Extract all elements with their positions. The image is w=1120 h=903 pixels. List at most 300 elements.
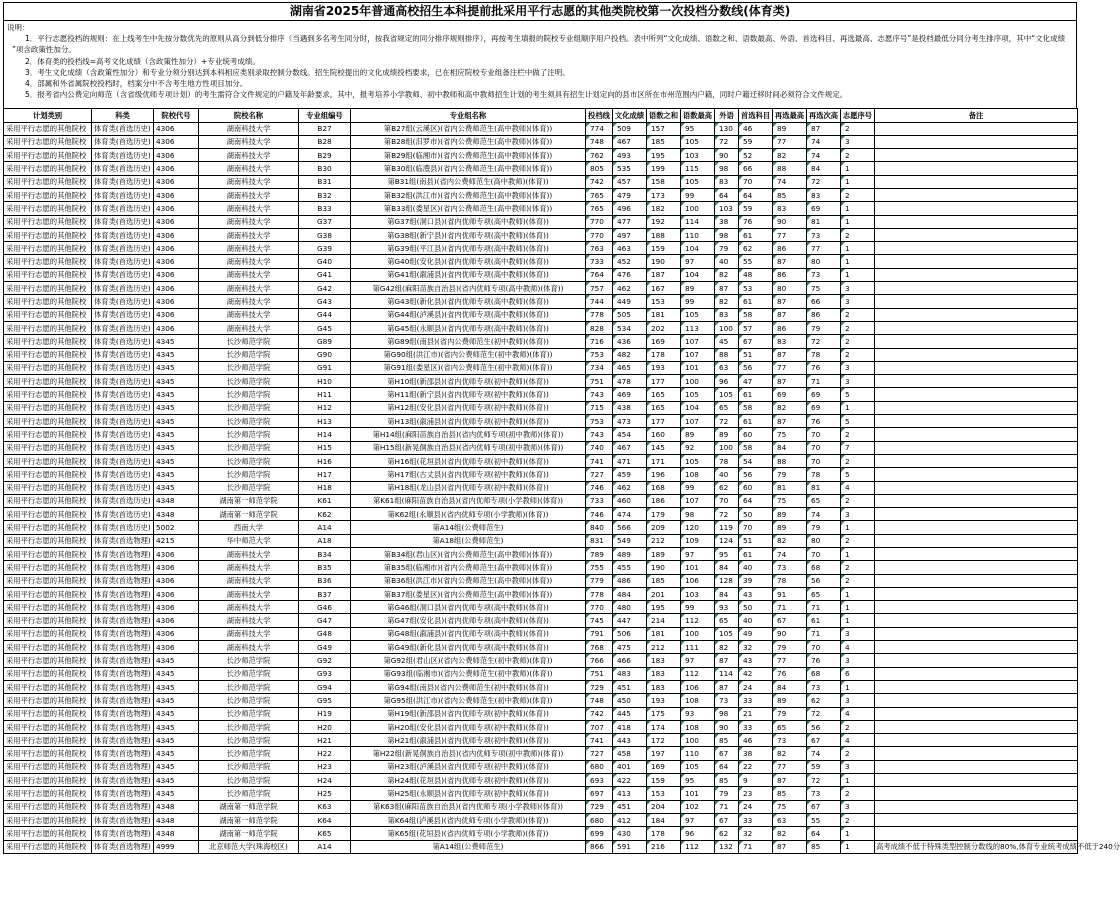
table-row — [4, 454, 1078, 467]
table-cell: 460 — [613, 494, 647, 507]
table-cell: 61 — [739, 548, 773, 561]
table-cell: 79 — [773, 707, 807, 720]
column-header: 计划类别 — [4, 109, 92, 123]
table-cell: 778 — [586, 308, 613, 321]
table-cell: 3 — [841, 295, 875, 308]
table-cell: 77 — [807, 242, 841, 255]
table-cell: 840 — [586, 521, 613, 534]
table-cell: H10 — [299, 375, 351, 388]
table-cell: 3 — [841, 508, 875, 521]
table-cell: 109 — [681, 534, 715, 547]
table-cell — [875, 228, 1078, 241]
table-cell: 湖南科技大学 — [199, 202, 299, 215]
table-cell: 81 — [773, 481, 807, 494]
table-cell: 第K63组(麻阳苗族自治县)(省内优师专项(小学教师)(体育)) — [351, 800, 586, 813]
table-cell: 185 — [647, 135, 681, 148]
table-cell: 187 — [647, 268, 681, 281]
table-cell: 体育类(首选物理) — [92, 548, 154, 561]
table-cell: 454 — [613, 428, 647, 441]
table-cell: 2 — [841, 720, 875, 733]
table-cell: 177 — [647, 375, 681, 388]
table-cell: 71 — [739, 840, 773, 853]
table-cell: 56 — [807, 720, 841, 733]
table-cell: 第B31组(南县)(省内公费师范生(高中教师)(体育)) — [351, 175, 586, 188]
table-cell: 湖南科技大学 — [199, 561, 299, 574]
table-row — [4, 428, 1078, 441]
table-cell: 64 — [715, 188, 739, 201]
table-cell: G44 — [299, 308, 351, 321]
table-cell: 第H12组(安化县)(省内优师专项(初中教师)(体育)) — [351, 401, 586, 414]
table-cell: 733 — [586, 494, 613, 507]
table-cell: B28 — [299, 135, 351, 148]
table-cell: 105 — [681, 454, 715, 467]
table-cell: 4345 — [154, 481, 199, 494]
table-cell: 体育类(首选物理) — [92, 694, 154, 707]
table-cell: 75 — [773, 494, 807, 507]
column-header: 语数之和 — [647, 109, 681, 123]
table-cell: 734 — [586, 361, 613, 374]
table-cell — [875, 202, 1078, 215]
table-row — [4, 707, 1078, 720]
table-cell — [875, 508, 1078, 521]
table-cell: 第B36组(洪江市)(省内公费师范生(高中教师)(体育)) — [351, 574, 586, 587]
table-cell: 采用平行志愿的其他院校 — [4, 601, 92, 614]
table-cell: 1 — [841, 827, 875, 840]
table-cell: 174 — [647, 720, 681, 733]
table-cell: 2 — [841, 348, 875, 361]
table-cell: 第G92组(君山区)(省内公费师范生(初中教师)(体育)) — [351, 654, 586, 667]
table-cell: 79 — [715, 787, 739, 800]
table-cell: 采用平行志愿的其他院校 — [4, 720, 92, 733]
table-row — [4, 415, 1078, 428]
table-cell: 79 — [715, 242, 739, 255]
table-cell: G40 — [299, 255, 351, 268]
table-cell: 采用平行志愿的其他院校 — [4, 308, 92, 321]
table-cell: 175 — [647, 707, 681, 720]
table-cell: 采用平行志愿的其他院校 — [4, 574, 92, 587]
table-cell: 40 — [739, 561, 773, 574]
table-cell: 采用平行志愿的其他院校 — [4, 627, 92, 640]
table-cell: 179 — [647, 508, 681, 521]
table-cell — [875, 587, 1078, 600]
table-cell: 42 — [739, 667, 773, 680]
table-cell: 3 — [841, 282, 875, 295]
table-cell: 828 — [586, 321, 613, 334]
table-cell: 74 — [807, 135, 841, 148]
table-cell: 70 — [715, 494, 739, 507]
table-cell: 4348 — [154, 494, 199, 507]
table-cell: 采用平行志愿的其他院校 — [4, 215, 92, 228]
table-cell: 81 — [807, 215, 841, 228]
table-cell: 112 — [681, 614, 715, 627]
table-cell: 88 — [773, 162, 807, 175]
table-cell: 采用平行志愿的其他院校 — [4, 561, 92, 574]
table-cell: 451 — [613, 800, 647, 813]
table-row — [4, 135, 1078, 148]
document-title: 湖南省2025年普通高校招生本科提前批采用平行志愿的其他类院校第一次投档分数线(体育类) — [3, 2, 1077, 20]
table-cell — [875, 188, 1078, 201]
table-cell: 采用平行志愿的其他院校 — [4, 481, 92, 494]
table-cell: 24 — [739, 800, 773, 813]
table-cell: 长沙师范学院 — [199, 428, 299, 441]
table-cell: 2 — [841, 494, 875, 507]
table-cell — [875, 734, 1078, 747]
table-cell: 462 — [613, 481, 647, 494]
table-cell: 采用平行志愿的其他院校 — [4, 388, 92, 401]
table-cell: 67 — [715, 813, 739, 826]
table-cell — [875, 827, 1078, 840]
table-cell: 733 — [586, 255, 613, 268]
table-cell — [875, 162, 1078, 175]
table-cell: 104 — [681, 268, 715, 281]
table-cell: 97 — [681, 255, 715, 268]
table-cell: 90 — [773, 627, 807, 640]
table-row — [4, 242, 1078, 255]
table-cell: 97 — [681, 654, 715, 667]
table-cell: G42 — [299, 282, 351, 295]
table-row — [4, 149, 1078, 162]
table-cell: 169 — [647, 760, 681, 773]
table-cell: 体育类(首选历史) — [92, 508, 154, 521]
table-cell: 101 — [681, 787, 715, 800]
table-cell — [875, 175, 1078, 188]
table-cell: 2 — [841, 454, 875, 467]
table-cell: G92 — [299, 654, 351, 667]
table-cell: 105 — [681, 175, 715, 188]
table-cell: 体育类(首选物理) — [92, 680, 154, 693]
table-cell: 450 — [613, 694, 647, 707]
table-cell: 64 — [715, 760, 739, 773]
table-cell: 78 — [807, 348, 841, 361]
table-cell: 458 — [613, 747, 647, 760]
table-row — [4, 627, 1078, 640]
table-row — [4, 574, 1078, 587]
table-cell: 770 — [586, 215, 613, 228]
table-cell: 87 — [715, 654, 739, 667]
table-cell: 体育类(首选历史) — [92, 308, 154, 321]
table-cell: 采用平行志愿的其他院校 — [4, 282, 92, 295]
table-cell: 101 — [681, 561, 715, 574]
table-cell: 1 — [841, 774, 875, 787]
table-cell: 71 — [773, 601, 807, 614]
table-cell: 212 — [647, 641, 681, 654]
table-cell: 748 — [586, 135, 613, 148]
table-cell: 采用平行志愿的其他院校 — [4, 401, 92, 414]
table-cell: 4306 — [154, 228, 199, 241]
table-cell: H14 — [299, 428, 351, 441]
table-cell: 124 — [715, 534, 739, 547]
table-cell: 38 — [715, 215, 739, 228]
table-cell: 3 — [841, 800, 875, 813]
table-cell: 447 — [613, 614, 647, 627]
table-cell: 74 — [807, 747, 841, 760]
table-cell: H25 — [299, 787, 351, 800]
table-cell: 体育类(首选历史) — [92, 282, 154, 295]
table-cell: B31 — [299, 175, 351, 188]
table-cell: 4345 — [154, 694, 199, 707]
table-cell: 3 — [841, 375, 875, 388]
table-cell: 24 — [739, 680, 773, 693]
table-cell — [875, 494, 1078, 507]
table-cell: 90 — [773, 215, 807, 228]
table-cell: 湖南科技大学 — [199, 175, 299, 188]
table-cell: 长沙师范学院 — [199, 760, 299, 773]
table-cell: 采用平行志愿的其他院校 — [4, 295, 92, 308]
table-cell: 长沙师范学院 — [199, 774, 299, 787]
table-cell: B32 — [299, 188, 351, 201]
table-cell: 102 — [681, 800, 715, 813]
table-cell: 1 — [841, 614, 875, 627]
table-cell: 71 — [807, 627, 841, 640]
table-cell: 693 — [586, 774, 613, 787]
table-cell: 4306 — [154, 149, 199, 162]
table-cell: 1 — [841, 521, 875, 534]
table-cell: 体育类(首选历史) — [92, 215, 154, 228]
table-cell: 67 — [773, 614, 807, 627]
table-cell — [875, 654, 1078, 667]
table-cell: 96 — [681, 827, 715, 840]
table-cell: 86 — [773, 268, 807, 281]
table-cell: 2 — [841, 122, 875, 135]
table-row — [4, 228, 1078, 241]
table-cell: 采用平行志愿的其他院校 — [4, 468, 92, 481]
table-cell: 体育类(首选物理) — [92, 840, 154, 853]
table-cell: 2 — [841, 787, 875, 800]
table-cell: 4345 — [154, 348, 199, 361]
table-cell — [875, 641, 1078, 654]
table-cell: 172 — [647, 734, 681, 747]
table-cell: H18 — [299, 481, 351, 494]
table-cell: 1 — [841, 587, 875, 600]
table-cell: 西南大学 — [199, 521, 299, 534]
table-cell: 长沙师范学院 — [199, 747, 299, 760]
table-cell: 186 — [647, 494, 681, 507]
table-cell: 73 — [807, 787, 841, 800]
table-cell: 第B35组(临湘市)(省内公费师范生(高中教师)(体育)) — [351, 561, 586, 574]
column-header: 再选次高 — [807, 109, 841, 123]
table-cell: 2 — [841, 574, 875, 587]
table-cell: 70 — [807, 641, 841, 654]
table-row — [4, 295, 1078, 308]
table-cell: 第H20组(安化县)(省内优师专项(初中教师)(体育)) — [351, 720, 586, 733]
table-cell: 61 — [739, 228, 773, 241]
table-cell: 40 — [715, 468, 739, 481]
table-cell: 699 — [586, 827, 613, 840]
table-cell — [875, 135, 1078, 148]
table-cell — [875, 561, 1078, 574]
table-cell: 4345 — [154, 680, 199, 693]
table-cell: 72 — [807, 335, 841, 348]
table-cell: 4306 — [154, 548, 199, 561]
table-cell: 体育类(首选物理) — [92, 601, 154, 614]
table-cell — [875, 747, 1078, 760]
table-cell: 采用平行志愿的其他院校 — [4, 162, 92, 175]
table-cell: 体育类(首选历史) — [92, 361, 154, 374]
table-cell: 体育类(首选历史) — [92, 255, 154, 268]
table-cell: 4306 — [154, 268, 199, 281]
table-cell: 91 — [773, 587, 807, 600]
table-cell: 112 — [681, 667, 715, 680]
column-header: 投档线 — [586, 109, 613, 123]
table-cell: 湖南科技大学 — [199, 162, 299, 175]
table-cell: H13 — [299, 415, 351, 428]
table-cell: 465 — [613, 361, 647, 374]
table-cell: 4345 — [154, 401, 199, 414]
table-cell: 第A18组(公费师范生) — [351, 534, 586, 547]
table-row — [4, 268, 1078, 281]
table-cell: 778 — [586, 587, 613, 600]
table-cell — [875, 308, 1078, 321]
table-cell: 采用平行志愿的其他院校 — [4, 774, 92, 787]
table-cell: 110 — [681, 228, 715, 241]
table-cell: 75 — [807, 282, 841, 295]
table-cell: 62 — [715, 481, 739, 494]
table-cell — [875, 720, 1078, 733]
table-cell: 4306 — [154, 242, 199, 255]
table-cell: 61 — [739, 415, 773, 428]
table-cell: 145 — [647, 441, 681, 454]
table-cell: 4215 — [154, 534, 199, 547]
table-cell: B34 — [299, 548, 351, 561]
table-cell: 4306 — [154, 162, 199, 175]
table-cell: 高考成绩不低于特殊类型控制分数线的80%,体育专业统考成绩不低于240分 — [875, 840, 1078, 853]
table-cell: 791 — [586, 627, 613, 640]
table-cell: 4306 — [154, 574, 199, 587]
table-cell — [875, 428, 1078, 441]
table-cell: 23 — [739, 787, 773, 800]
note-line: 5．报考省内公费定向师范（含省级优师专项计划）的考生需符合文件规定的户籍及年龄要求。其中，报考培养小学教师、初中教师和高中教师招生计划的考生须具有招生计划定向的县市区所在市州范围内户籍，同时户籍迁移时间必须符合文件规定。 — [25, 90, 848, 100]
table-cell: 3 — [841, 627, 875, 640]
table-cell: 1 — [841, 202, 875, 215]
table-cell: H22 — [299, 747, 351, 760]
table-cell: B36 — [299, 574, 351, 587]
table-cell: 76 — [739, 215, 773, 228]
table-cell: 湖南科技大学 — [199, 282, 299, 295]
table-cell: 体育类(首选历史) — [92, 149, 154, 162]
table-cell: 采用平行志愿的其他院校 — [4, 667, 92, 680]
table-cell: 729 — [586, 800, 613, 813]
table-cell: 482 — [613, 348, 647, 361]
table-cell: 743 — [586, 428, 613, 441]
table-cell: 173 — [647, 188, 681, 201]
table-cell: 75 — [773, 800, 807, 813]
table-cell: 185 — [647, 574, 681, 587]
table-cell — [875, 601, 1078, 614]
table-cell: 采用平行志愿的其他院校 — [4, 255, 92, 268]
table-cell: 湖南科技大学 — [199, 149, 299, 162]
table-cell: 60 — [739, 428, 773, 441]
table-cell: K64 — [299, 813, 351, 826]
column-header: 语数最高 — [681, 109, 715, 123]
table-cell: 第B32组(洪江市)(省内公费师范生(高中教师)(体育)) — [351, 188, 586, 201]
table-cell: 107 — [681, 415, 715, 428]
table-cell: 4348 — [154, 508, 199, 521]
table-cell: 4306 — [154, 321, 199, 334]
table-cell — [875, 574, 1078, 587]
table-cell: 67 — [807, 734, 841, 747]
table-cell: 748 — [586, 694, 613, 707]
table-row — [4, 787, 1078, 800]
table-cell: 第G90组(洪江市)(省内公费师范生(初中教师)(体育)) — [351, 348, 586, 361]
table-cell: 493 — [613, 149, 647, 162]
table-cell: B27 — [299, 122, 351, 135]
table-cell: 体育类(首选物理) — [92, 641, 154, 654]
table-cell: 1 — [841, 401, 875, 414]
table-cell: 181 — [647, 308, 681, 321]
table-cell: 79 — [773, 468, 807, 481]
table-cell: 56 — [739, 361, 773, 374]
column-header: 备注 — [875, 109, 1078, 123]
table-row — [4, 375, 1078, 388]
table-cell: 4306 — [154, 122, 199, 135]
table-row — [4, 747, 1078, 760]
table-cell: 71 — [715, 800, 739, 813]
table-cell: 体育类(首选历史) — [92, 454, 154, 467]
table-cell: 湖南科技大学 — [199, 228, 299, 241]
table-cell: 56 — [807, 574, 841, 587]
table-cell: 65 — [807, 494, 841, 507]
table-cell — [875, 149, 1078, 162]
table-cell: 38 — [739, 747, 773, 760]
table-cell: 湖南科技大学 — [199, 122, 299, 135]
table-cell: 4306 — [154, 175, 199, 188]
table-cell: 105 — [681, 135, 715, 148]
table-cell: 483 — [613, 667, 647, 680]
table-cell: 4345 — [154, 667, 199, 680]
table-cell: 107 — [681, 335, 715, 348]
table-cell: 55 — [807, 813, 841, 826]
table-cell: 7 — [841, 441, 875, 454]
table-cell: 87 — [715, 680, 739, 693]
table-cell: 长沙师范学院 — [199, 454, 299, 467]
table-row — [4, 601, 1078, 614]
table-cell: 湖南科技大学 — [199, 255, 299, 268]
table-cell: 105 — [681, 388, 715, 401]
table-cell: 457 — [613, 175, 647, 188]
table-cell: 475 — [613, 641, 647, 654]
table-row — [4, 122, 1078, 135]
table-cell: 451 — [613, 680, 647, 693]
table-cell: 1 — [841, 680, 875, 693]
table-cell: 707 — [586, 720, 613, 733]
table-cell: 长沙师范学院 — [199, 707, 299, 720]
table-row — [4, 614, 1078, 627]
table-cell: H15 — [299, 441, 351, 454]
table-cell: 79 — [807, 521, 841, 534]
table-cell: 680 — [586, 760, 613, 773]
table-cell: 469 — [613, 388, 647, 401]
table-cell: 751 — [586, 375, 613, 388]
table-cell: 72 — [807, 175, 841, 188]
table-cell: H17 — [299, 468, 351, 481]
table-cell: 采用平行志愿的其他院校 — [4, 654, 92, 667]
table-cell: 采用平行志愿的其他院校 — [4, 375, 92, 388]
table-cell: 85 — [807, 840, 841, 853]
table-cell: 87 — [807, 122, 841, 135]
table-cell: 1 — [841, 268, 875, 281]
table-cell: 78 — [773, 574, 807, 587]
table-cell: G49 — [299, 641, 351, 654]
table-cell: 第G94组(南县)(省内公费师范生(初中教师)(体育)) — [351, 680, 586, 693]
table-cell: 4306 — [154, 202, 199, 215]
table-cell: 1 — [841, 601, 875, 614]
table-cell: A14 — [299, 840, 351, 853]
table-cell: 体育类(首选物理) — [92, 654, 154, 667]
table-cell: 4306 — [154, 295, 199, 308]
table-cell: 741 — [586, 454, 613, 467]
table-cell: 4345 — [154, 361, 199, 374]
table-row — [4, 388, 1078, 401]
